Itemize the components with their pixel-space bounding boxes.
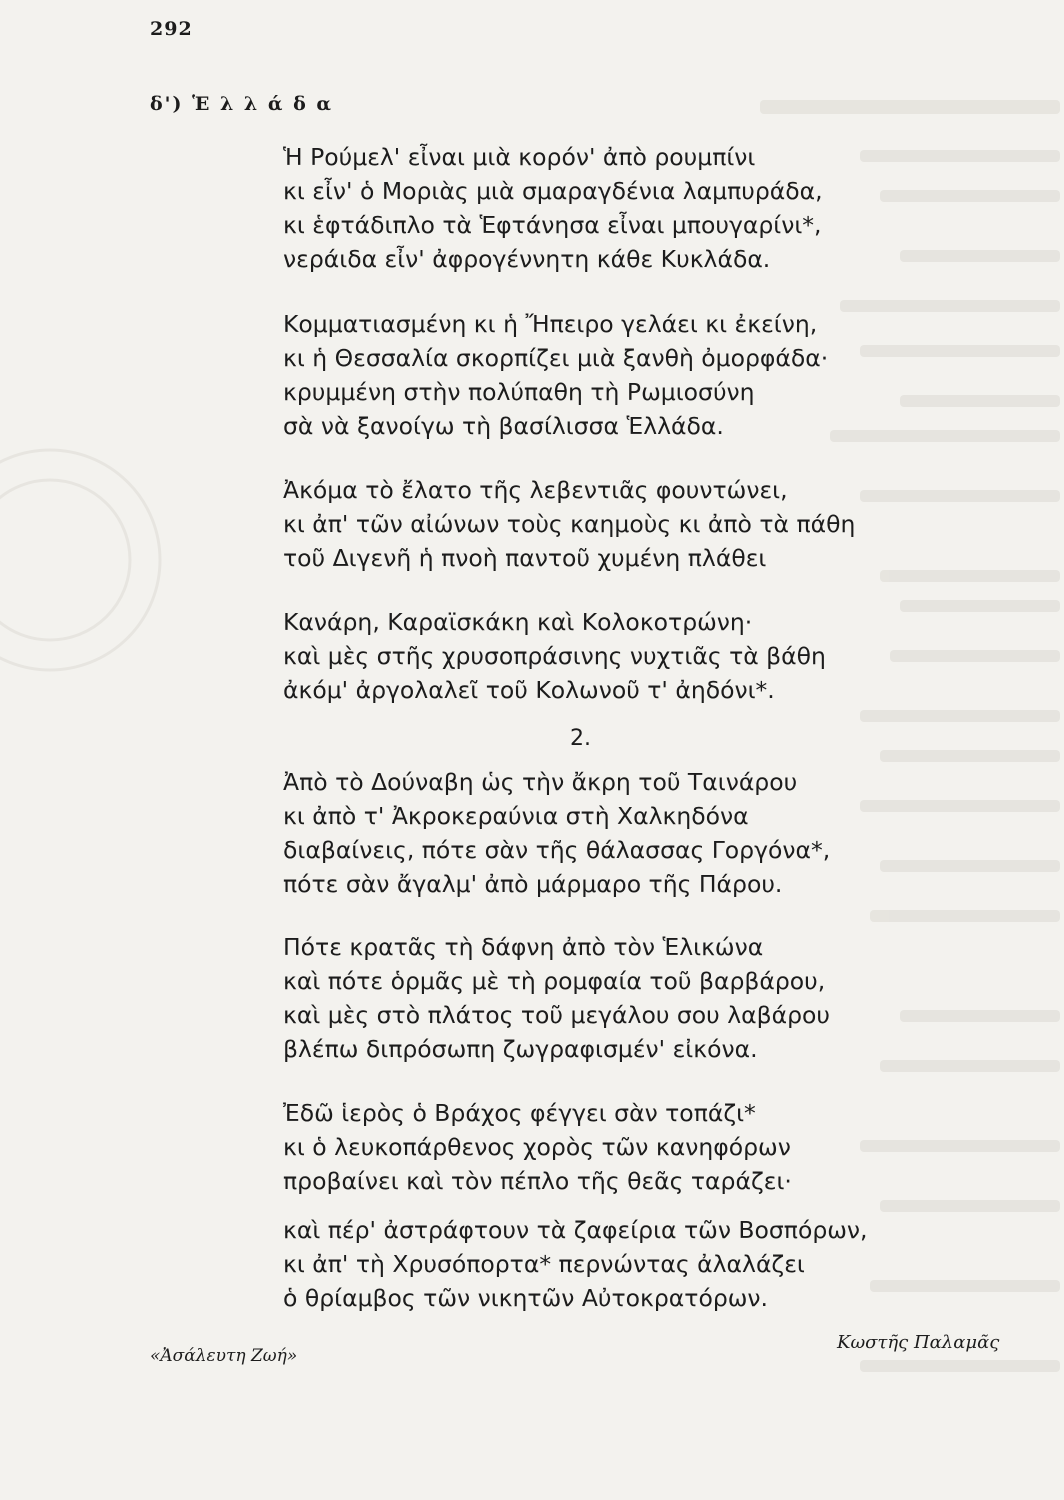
poem-line: Ἡ Ρούμελ' εἶναι μιὰ κορόν' ἀπὸ ρουμπίνι <box>283 143 756 171</box>
poem-line: Ἀπὸ τὸ Δούναβη ὡς τὴν ἄκρη τοῦ Ταινάρου <box>283 768 798 796</box>
poem-line: κι ἀπ' τῶν αἰώνων τοὺς καημοὺς κι ἀπὸ τὰ πάθη <box>283 510 856 538</box>
page-number: 292 <box>150 18 193 40</box>
poem-line: σὰ νὰ ξανοίγω τὴ βασίλισσα Ἑλλάδα. <box>283 412 724 440</box>
section-heading: δ') Ἑ λ λ ά δ α <box>150 93 333 115</box>
poem-line: πότε σὰν ἄγαλμ' ἀπὸ μάρμαρο τῆς Πάρου. <box>283 870 783 898</box>
stanza <box>283 1096 792 1198</box>
author-name: Κωστῆς Παλαμᾶς <box>837 1332 1000 1353</box>
poem-line: καὶ πότε ὁρμᾶς μὲ τὴ ρομφαία τοῦ βαρβάρου, <box>283 967 826 995</box>
poem-line: νεράιδα εἶν' ἀφρογέννητη κάθε Κυκλάδα. <box>283 245 771 273</box>
poem-line: καὶ μὲς στὸ πλάτος τοῦ μεγάλου σου λαβάρου <box>283 1001 831 1029</box>
poem-line: ὁ θρίαμβος τῶν νικητῶν Αὐτοκρατόρων. <box>283 1284 769 1312</box>
poem-line: Πότε κρατᾶς τὴ δάφνη ἀπὸ τὸν Ἑλικώνα <box>283 933 764 961</box>
poem-line: κι ἀπ' τὴ Χρυσόπορτα* περνώντας ἀλαλάζει <box>283 1250 805 1278</box>
poem-line: τοῦ Διγενῆ ἡ πνοὴ παντοῦ χυμένη πλάθει <box>283 544 767 572</box>
stanza <box>283 307 828 443</box>
poem-line: κι ἡ Θεσσαλία σκορπίζει μιὰ ξανθὴ ὀμορφάδα· <box>283 344 829 372</box>
poem-line: ἀκόμ' ἀργολαλεῖ τοῦ Κολωνοῦ τ' ἀηδόνι*. <box>283 676 775 704</box>
source-citation: «Ἀσάλευτη Ζωή» <box>150 1346 298 1366</box>
poem-line: Ἀκόμα τὸ ἔλατο τῆς λεβεντιᾶς φουντώνει, <box>283 476 788 504</box>
stanza <box>283 930 830 1066</box>
poem-line: κι εἶν' ὁ Μοριὰς μιὰ σμαραγδένια λαμπυράδα, <box>283 177 823 205</box>
poem-line: προβαίνει καὶ τὸν πέπλο τῆς θεᾶς ταράζει· <box>283 1167 792 1195</box>
stanza <box>283 473 855 575</box>
poem-line: κρυμμένη στὴν πολύπαθη τὴ Ρωμιοσύνη <box>283 378 755 406</box>
poem-line: βλέπω διπρόσωπη ζωγραφισμέν' εἰκόνα. <box>283 1035 758 1063</box>
poem-line: καὶ πέρ' ἀστράφτουν τὰ ζαφείρια τῶν Βοσπόρων, <box>283 1216 868 1244</box>
poem-line: Κανάρη, Καραϊσκάκη καὶ Κολοκοτρώνη· <box>283 608 753 636</box>
poem-line: Κομματιασμένη κι ἡ Ἤπειρο γελάει κι ἐκείνη, <box>283 310 818 338</box>
stanza <box>283 765 830 901</box>
stanza <box>283 1213 868 1315</box>
poem-line: κι ἀπὸ τ' Ἀκροκεραύνια στὴ Χαλκηδόνα <box>283 802 749 830</box>
part-number: 2. <box>570 726 591 751</box>
poem-line: καὶ μὲς στῆς χρυσοπράσινης νυχτιᾶς τὰ βάθη <box>283 642 826 670</box>
stanza <box>283 140 823 276</box>
poem-line: κι ὁ λευκοπάρθενος χορὸς τῶν κανηφόρων <box>283 1133 791 1161</box>
poem-line: Ἐδῶ ἱερὸς ὁ Βράχος φέγγει σὰν τοπάζι* <box>283 1099 756 1127</box>
poem-line: διαβαίνεις, πότε σὰν τῆς θάλασσας Γοργόνα*, <box>283 836 831 864</box>
poem-line: κι ἑφτάδιπλο τὰ Ἑφτάνησα εἶναι μπουγαρίνι*, <box>283 211 822 239</box>
stanza <box>283 605 826 707</box>
